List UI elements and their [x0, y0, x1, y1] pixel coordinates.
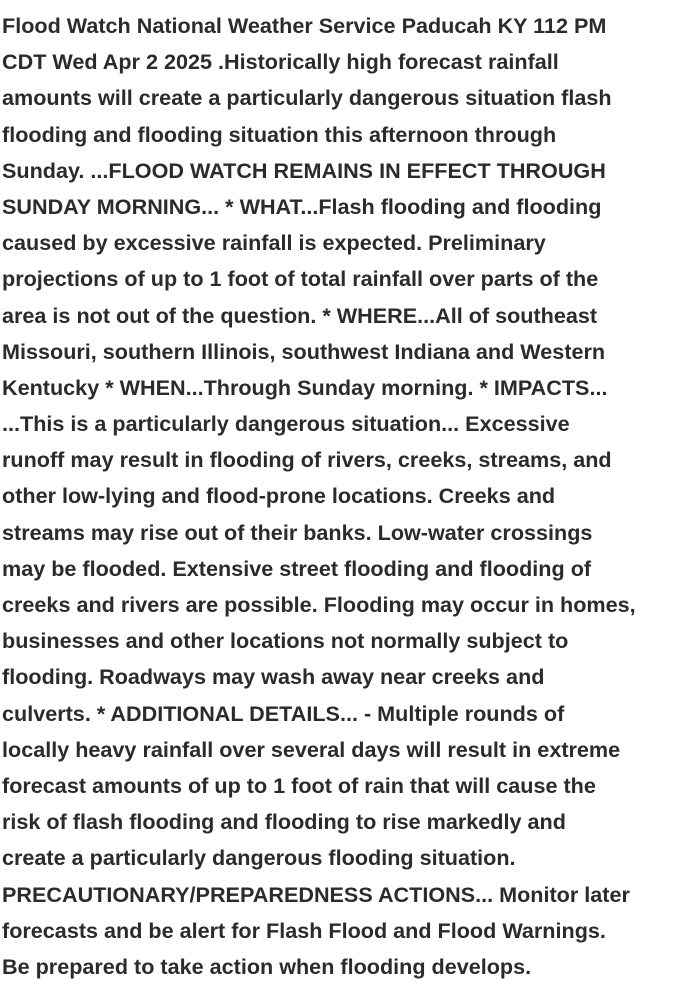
text-line: creeks and rivers are possible. Flooding may occur in homes, — [2, 592, 636, 617]
text-line: Kentucky * WHEN...Through Sunday morning. * IMPACTS... — [2, 374, 608, 400]
text-line: area is not out of the question. * WHERE...All of southeast — [2, 302, 598, 328]
text-line: create a particularly dangerous flooding situation. — [2, 845, 516, 871]
text-line: Be prepared to take action when flooding develops. — [2, 953, 532, 979]
text-line: CDT Wed Apr 2 2025 .Historically high forecast rainfall — [2, 49, 559, 75]
text-line: locally heavy rainfall over several days will result in extreme — [2, 736, 621, 762]
text-line: SUNDAY MORNING... * WHAT...Flash flooding and flooding — [2, 193, 602, 219]
text-line: businesses and other locations not normally subject to — [2, 628, 569, 654]
text-line: may be flooded. Extensive street flooding and flooding of — [2, 555, 592, 581]
text-line: flooding and flooding situation this afternoon through — [2, 121, 557, 147]
flood-watch-text — [2, 8, 693, 985]
text-line: Sunday. ...FLOOD WATCH REMAINS IN EFFECT THROUGH — [2, 157, 606, 183]
text-line: PRECAUTIONARY/PREPAREDNESS ACTIONS... Monitor later — [2, 881, 630, 907]
text-line: risk of flash flooding and flooding to rise markedly and — [2, 809, 566, 835]
text-line: runoff may result in flooding of rivers, creeks, streams, and — [2, 447, 612, 473]
text-line: forecast amounts of up to 1 foot of rain that will cause the — [2, 772, 596, 798]
text-line: ...This is a particularly dangerous situation... Excessive — [2, 411, 570, 437]
text-line: forecasts and be alert for Flash Flood and Flood Warnings. — [2, 917, 606, 943]
text-line: Flood Watch National Weather Service Paducah KY 112 PM — [2, 13, 607, 38]
text-line: other low-lying and flood-prone locations. Creeks and — [2, 483, 556, 509]
text-line: culverts. * ADDITIONAL DETAILS... - Multiple rounds of — [2, 700, 565, 726]
text-line: Missouri, southern Illinois, southwest Indiana and Western — [2, 338, 606, 364]
text-line: projections of up to 1 foot of total rainfall over parts of the — [2, 266, 599, 292]
text-line: streams may rise out of their banks. Low-water crossings — [2, 519, 593, 545]
text-line: flooding. Roadways may wash away near creeks and — [2, 664, 545, 690]
text-line: caused by excessive rainfall is expected. Preliminary — [2, 230, 546, 256]
text-line: amounts will create a particularly dangerous situation flash — [2, 85, 612, 111]
